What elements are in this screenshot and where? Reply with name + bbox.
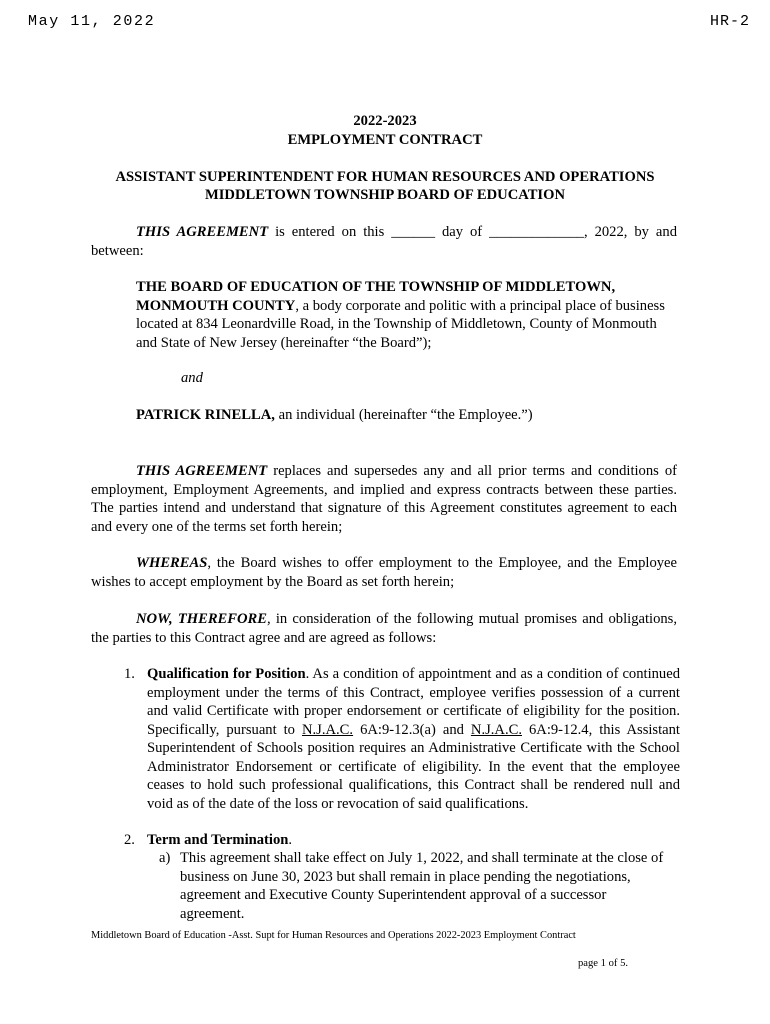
footer-text: Middletown Board of Education -Asst. Supt for Human Resources and Operations 2022-2023 Employment Contract	[91, 930, 576, 941]
section-number: 1.	[124, 666, 135, 682]
section-text: 6A:9-12.4, this Assistant Superintendent of Schools position requires an Administrative Certificate with the School Administrator Endorsement or certificate of eligibility. In the event that the employee ceases to hold such professional qualifications, this Contract shall be rendered null and void as of the date of the loss or revocation of said qualifications.	[147, 721, 680, 812]
replaces-lead: THIS AGREEMENT	[136, 463, 268, 479]
title-contract: EMPLOYMENT CONTRACT	[287, 132, 483, 148]
party-employee-name: PATRICK RINELLA,	[136, 407, 275, 423]
intro-lead: THIS AGREEMENT	[136, 224, 269, 240]
subsection-label: a)	[159, 850, 171, 866]
header-date: May 11, 2022	[28, 13, 156, 30]
section-heading-end: .	[288, 832, 293, 848]
whereas-paragraph	[91, 554, 677, 591]
party-employee-text: an individual (hereinafter “the Employee.”)	[274, 407, 533, 423]
party-board-name: THE BOARD OF EDUCATION OF THE TOWNSHIP OF MIDDLETOWN, MONMOUTH COUNTY	[136, 279, 616, 314]
and-connector: and	[181, 370, 203, 386]
section-text: . As a condition of appointment and as a condition of continued employment under the terms of this Contract, employee verifies possession of a current and valid Certificate with proper endorsement or certificate of eligibility for the position. Specifically, pursuant to	[147, 666, 680, 738]
replaces-paragraph	[91, 462, 677, 536]
whereas-text: , the Board wishes to offer employment to the Employee, and the Employee wishes to accept employment by the Board as set forth herein;	[91, 555, 677, 590]
now-therefore-paragraph	[91, 610, 677, 647]
subsection-text: This agreement shall take effect on July 1, 2022, and shall terminate at the close of business on June 30, 2023 but shall remain in place pending the negotiations, agreement and Executive County Superintendent approval of a successor agreement.	[180, 850, 664, 922]
section-number: 2.	[124, 832, 135, 848]
intro-text: is entered on this ______ day of _____________, 2022, by and between:	[91, 224, 677, 259]
whereas-lead: WHEREAS	[136, 555, 208, 571]
title-position: ASSISTANT SUPERINTENDENT FOR HUMAN RESOURCES AND OPERATIONS	[115, 169, 655, 185]
now-therefore-lead: NOW, THEREFORE	[136, 611, 268, 627]
now-therefore-text: , in consideration of the following mutual promises and obligations, the parties to this Contract agree and are agreed as follows:	[91, 611, 677, 646]
subsection-a	[159, 849, 671, 923]
title-board: MIDDLETOWN TOWNSHIP BOARD OF EDUCATION	[204, 187, 566, 203]
section-heading: Term and Termination	[147, 832, 289, 848]
party-employee	[136, 406, 676, 425]
page-number: page 1 of 5.	[578, 958, 629, 969]
intro-paragraph	[91, 223, 677, 260]
title-year: 2022-2023	[353, 113, 417, 129]
citation-link: N.J.A.C.	[470, 721, 522, 738]
replaces-text: replaces and supersedes any and all prior terms and conditions of employment, Employment Agreements, and implied and express contracts between these parties. The parties intend and understand that signature of this Agreement constitutes agreement to each and every one of the terms set forth herein;	[91, 463, 678, 535]
section-qualification	[124, 665, 680, 813]
header-document-code: HR-2	[709, 13, 750, 30]
party-board-text: , a body corporate and politic with a principal place of business located at 834 Leonardville Road, in the Township of Middletown, County of Monmouth and State of New Jersey (hereinafter “the Board”);	[136, 297, 665, 351]
section-text: 6A:9-12.3(a) and	[353, 721, 471, 738]
citation-link: N.J.A.C.	[301, 721, 354, 738]
section-term	[124, 831, 680, 850]
party-board	[136, 278, 676, 352]
section-heading: Qualification for Position	[147, 666, 306, 682]
